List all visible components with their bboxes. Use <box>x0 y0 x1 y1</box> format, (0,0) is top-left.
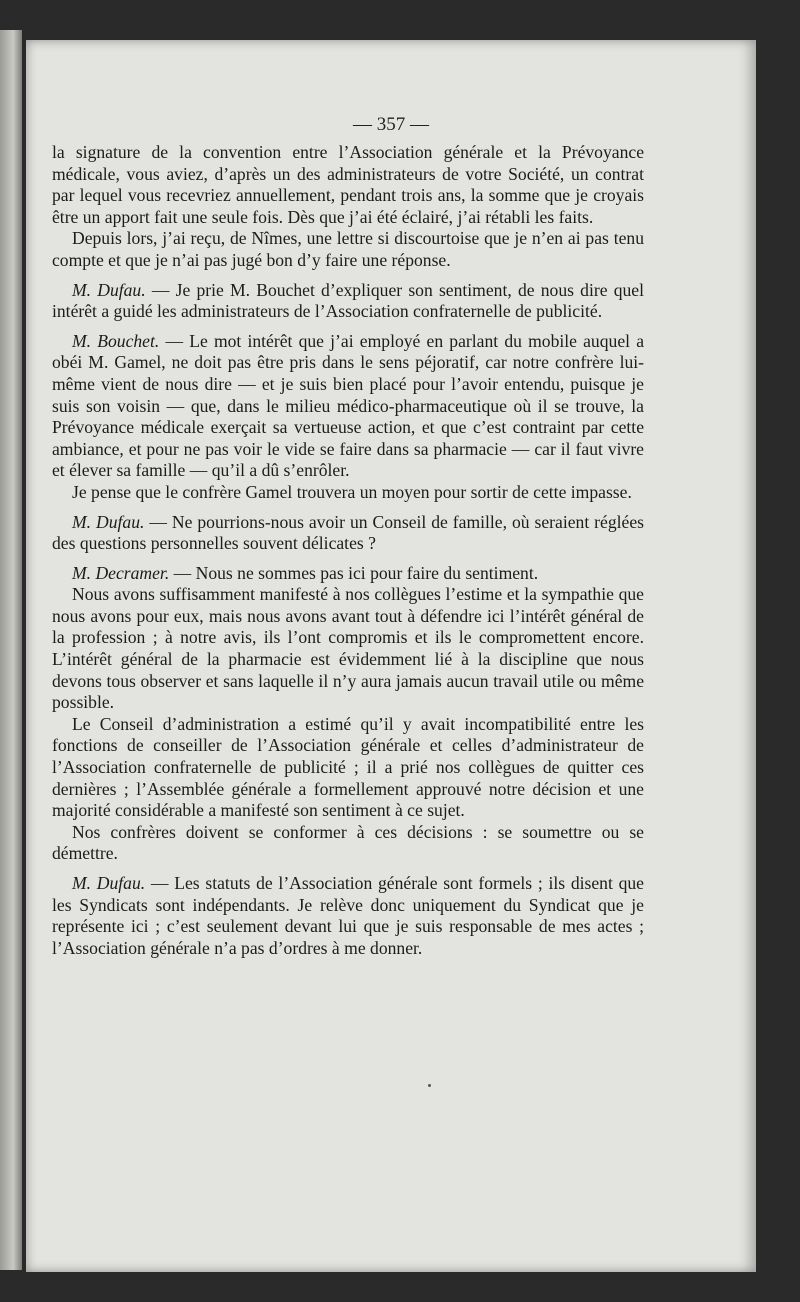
paragraph: Nous avons suffisamment manifesté à nos collègues l’estime et la sympathie que nous avons pour eux, mais nous avons avant tout à défendre ici l’intérêt général de la profession ; à notre avis, ils l’ont compromis et ils le compromettent encore. L’intérêt général de la pharmacie est évidemment lié à la discipline que nous devons tous observer et sans laquelle il n’y aura jamais aucun travail utile ou même possible. <box>52 584 644 713</box>
paragraph: M. Dufau. — Les statuts de l’Association générale sont formels ; ils disent que les Syndicats sont indépendants. Je relève donc uniquement du Syndicat que je représente ici ; c’est seulement devant lui que je suis responsable de mes actes ; l’Association générale n’a pas d’ordres à me donner. <box>52 873 644 958</box>
speaker-name: M. Decramer. <box>72 562 170 583</box>
paragraph: M. Dufau. — Ne pourrions-nous avoir un Conseil de famille, où seraient réglées des questions personnelles souvent délicates ? <box>52 511 644 554</box>
paragraph: Je pense que le confrère Gamel trouvera un moyen pour sortir de cette impasse. <box>72 481 632 502</box>
book-page <box>26 40 756 1272</box>
paragraph: Le Conseil d’administration a estimé qu’il y avait incompatibilité entre les fonctions de conseiller de l’Association générale et celles d’administrateur de l’Association confraternelle de publicité ; il a prié nos collègues de quitter ces dernières ; l’Assemblée générale a formellement approuvé notre décision et une majorité considérable a manifesté son sentiment à ce sujet. <box>52 713 644 821</box>
paragraph: la signature de la convention entre l’Association générale et la Prévoyance médicale, vous aviez, d’après un des administrateurs de votre Société, un contrat par lequel vous recevriez annuellement, pendant trois ans, la somme que je croyais être un apport fait une seule fois. Dès que j’ai été éclairé, j’ai rétabli les faits. <box>52 142 644 227</box>
paragraph: M. Decramer. — Nous ne sommes pas ici pour faire du sentiment. <box>72 562 539 583</box>
speaker-name: M. Dufau. <box>72 511 145 532</box>
paragraph: Depuis lors, j’ai reçu, de Nîmes, une lettre si discourtoise que je n’en ai pas tenu compte et que je n’ai pas jugé bon d’y faire une réponse. <box>52 228 644 270</box>
speaker-name: M. Dufau. <box>72 873 146 893</box>
paragraph: M. Dufau. — Je prie M. Bouchet d’expliquer son sentiment, de nous dire quel intérêt a guidé les administrateurs de l’Association confraternelle de publicité. <box>52 279 645 322</box>
speaker-name: M. Bouchet. <box>72 330 160 351</box>
ink-speck <box>428 1084 431 1087</box>
paragraph: M. Bouchet. — Le mot intérêt que j’ai employé en parlant du mobile auquel a obéi M. Gamel, ne doit pas être pris dans le sens péjoratif, car notre confrère lui-même vient de nous dire — et je suis bien placé pour l’avoir entendu, puisque je suis son voisin — que, dans le milieu médico-pharmaceutique où il se trouve, la Prévoyance médicale exerçait sa vertueuse action, et que c’est contraint par cette ambiance, et pour ne pas voir le vide se faire dans sa pharmacie — car il faut vivre et élever sa famille — qu’il a dû s’enrôler. <box>52 330 645 481</box>
speaker-name: M. Dufau. <box>72 279 146 300</box>
paragraph: Nos confrères doivent se conformer à ces décisions : se soumettre ou se démettre. <box>52 821 644 864</box>
adjacent-page-edge <box>0 30 22 1270</box>
body-text <box>52 142 644 959</box>
page-number: — 357 — <box>353 114 429 135</box>
